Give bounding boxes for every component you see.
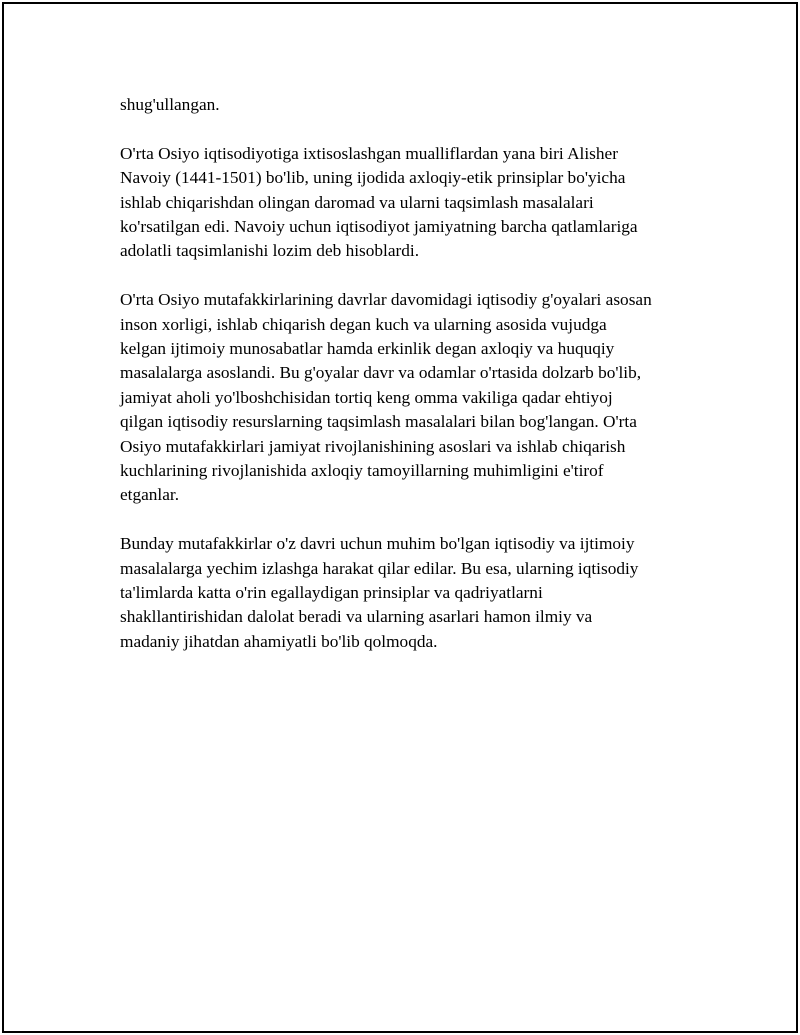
paragraph-conclusion: Bunday mutafakkirlar o'z davri uchun muhim bo'lgan iqtisodiy va ijtimoiy masalalarga yechim izlashga harakat qilar edilar. Bu esa, ularning iqtisodiy ta'limlarda katta o'rin egallaydigan prinsiplar va qadriyatlarni shakllantirishidan dalolat beradi va ularning asarlari hamon ilmiy va madaniy jihatdan ahamiyatli bo'lib qolmoqda.: [120, 534, 639, 651]
paragraph-navoiy: O'rta Osiyo iqtisodiyotiga ixtisoslashgan mualliflardan yana biri Alisher Navoiy (1441-1501) bo'lib, uning ijodida axloqiy-etik prinsiplar bo'yicha ishlab chiqarishdan olingan daromad va ularni taqsimlash masalalari ko'rsatilgan edi. Navoiy uchun iqtisodiyot jamiyatning barcha qatlamlariga adolatli taqsimlanishi lozim deb hisoblardi.: [120, 143, 638, 261]
paragraph-central-asian-thinkers: O'rta Osiyo mutafakkirlarining davrlar davomidagi iqtisodiy g'oyalari asosan inson xorligi, ishlab chiqarish degan kuch va ularning asosida vujudga kelgan ijtimoiy munosabatlar hamda erkinlik degan axloqiy va huquqiy masalalarga asoslandi. Bu g'oyalar davr va odamlar o'rtasida dolzarb bo'lib, jamiyat aholi yo'lboshchisidan tortiq keng omma vakiliga qadar ehtiyoj qilgan iqtisodiy resurslarning taqsimlash masalalari bilan bog'langan. O'rta Osiyo mutafakkirlari jamiyat rivojlanishining asoslari va ishlab chiqarish kuchlarining rivojlanishida axloqiy tamoyillarning muhimligini e'tirof etganlar.: [120, 290, 652, 505]
paragraph-continuation: shug'ullangan.: [120, 95, 220, 114]
page-frame: [2, 2, 798, 1033]
document-body: [120, 93, 700, 679]
